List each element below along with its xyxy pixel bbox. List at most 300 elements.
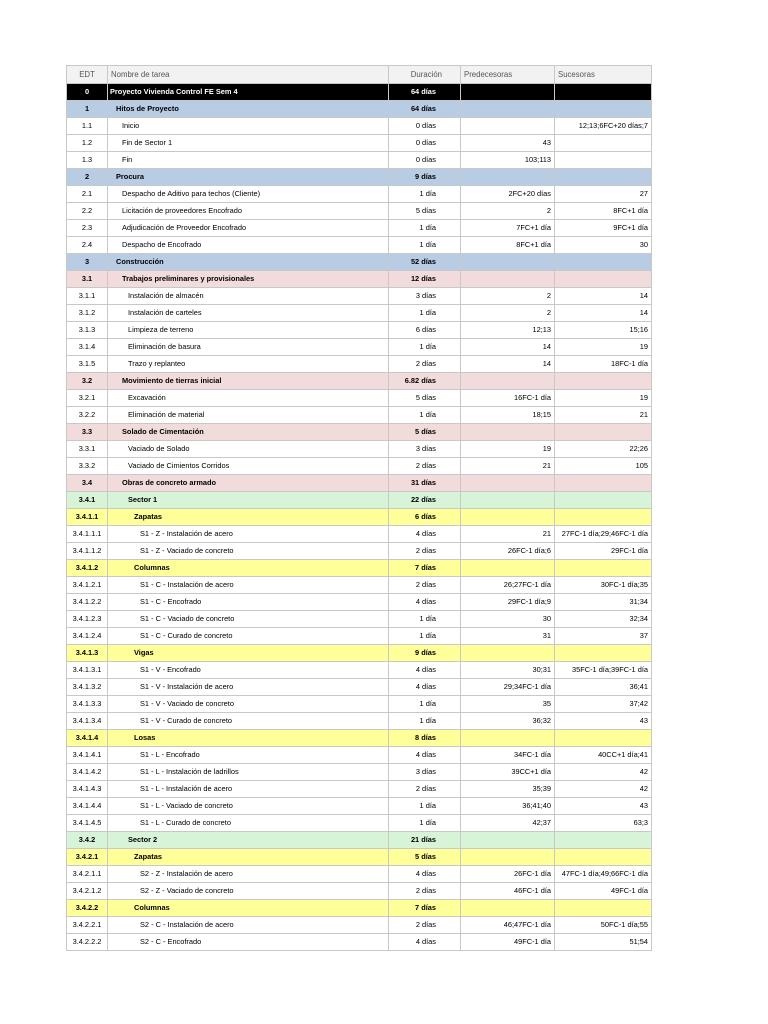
- predecessors-cell[interactable]: 7FC+1 día: [461, 220, 555, 237]
- predecessors-cell[interactable]: 2: [461, 305, 555, 322]
- duration-cell[interactable]: 5 días: [389, 424, 461, 441]
- task-row[interactable]: [67, 152, 652, 169]
- summary-row[interactable]: [67, 424, 652, 441]
- edt-cell[interactable]: 3.4.2.1.1: [67, 866, 108, 883]
- successors-cell[interactable]: 19: [555, 339, 652, 356]
- task-name-cell[interactable]: S1 - C - Instalación de acero: [108, 577, 389, 594]
- duration-cell[interactable]: 64 días: [389, 84, 461, 101]
- edt-cell[interactable]: 0: [67, 84, 108, 101]
- task-name-cell[interactable]: Movimiento de tierras inicial: [108, 373, 389, 390]
- task-row[interactable]: [67, 781, 652, 798]
- task-name-cell[interactable]: Trazo y replanteo: [108, 356, 389, 373]
- successors-cell[interactable]: 42: [555, 764, 652, 781]
- successors-cell[interactable]: [555, 730, 652, 747]
- edt-cell[interactable]: 3.4.1.4.4: [67, 798, 108, 815]
- edt-cell[interactable]: 3.2: [67, 373, 108, 390]
- successors-cell[interactable]: 22;26: [555, 441, 652, 458]
- predecessors-cell[interactable]: 12;13: [461, 322, 555, 339]
- duration-cell[interactable]: 6.82 días: [389, 373, 461, 390]
- task-name-cell[interactable]: S2 - Z - Vaciado de concreto: [108, 883, 389, 900]
- predecessors-cell[interactable]: [461, 475, 555, 492]
- predecessors-cell[interactable]: 2: [461, 288, 555, 305]
- predecessors-cell[interactable]: 36;32: [461, 713, 555, 730]
- duration-cell[interactable]: 1 día: [389, 305, 461, 322]
- predecessors-cell[interactable]: 29FC-1 día;9: [461, 594, 555, 611]
- duration-cell[interactable]: 4 días: [389, 934, 461, 951]
- predecessors-cell[interactable]: 14: [461, 339, 555, 356]
- predecessors-cell[interactable]: 30;31: [461, 662, 555, 679]
- duration-cell[interactable]: 8 días: [389, 730, 461, 747]
- predecessors-cell[interactable]: 34FC-1 día: [461, 747, 555, 764]
- predecessors-cell[interactable]: 103;113: [461, 152, 555, 169]
- duration-cell[interactable]: 3 días: [389, 441, 461, 458]
- task-name-cell[interactable]: S2 - Z - Instalación de acero: [108, 866, 389, 883]
- edt-cell[interactable]: 2.3: [67, 220, 108, 237]
- duration-cell[interactable]: 5 días: [389, 849, 461, 866]
- duration-cell[interactable]: 4 días: [389, 866, 461, 883]
- predecessors-cell[interactable]: 43: [461, 135, 555, 152]
- task-name-cell[interactable]: Eliminación de material: [108, 407, 389, 424]
- edt-cell[interactable]: 3.4.2: [67, 832, 108, 849]
- duration-cell[interactable]: 52 días: [389, 254, 461, 271]
- edt-cell[interactable]: 3.4.2.2.2: [67, 934, 108, 951]
- duration-cell[interactable]: 4 días: [389, 747, 461, 764]
- successors-cell[interactable]: 27: [555, 186, 652, 203]
- predecessors-cell[interactable]: [461, 118, 555, 135]
- task-row[interactable]: [67, 339, 652, 356]
- summary-row[interactable]: [67, 373, 652, 390]
- predecessors-cell[interactable]: [461, 509, 555, 526]
- successors-cell[interactable]: 43: [555, 713, 652, 730]
- duration-cell[interactable]: 2 días: [389, 917, 461, 934]
- predecessors-cell[interactable]: 26FC-1 día: [461, 866, 555, 883]
- duration-cell[interactable]: 3 días: [389, 764, 461, 781]
- edt-cell[interactable]: 3.4.1.4.1: [67, 747, 108, 764]
- edt-cell[interactable]: 3.4.1.1: [67, 509, 108, 526]
- task-row[interactable]: [67, 815, 652, 832]
- task-row[interactable]: [67, 713, 652, 730]
- task-name-cell[interactable]: S1 - V - Curado de concreto: [108, 713, 389, 730]
- summary-row[interactable]: [67, 560, 652, 577]
- task-name-cell[interactable]: Columnas: [108, 900, 389, 917]
- successors-cell[interactable]: [555, 475, 652, 492]
- edt-cell[interactable]: 3.4.1.3.2: [67, 679, 108, 696]
- summary-row[interactable]: [67, 730, 652, 747]
- task-name-cell[interactable]: Sector 1: [108, 492, 389, 509]
- edt-cell[interactable]: 3.1.1: [67, 288, 108, 305]
- edt-cell[interactable]: 1.3: [67, 152, 108, 169]
- edt-cell[interactable]: 3.4.1.1.2: [67, 543, 108, 560]
- duration-cell[interactable]: 7 días: [389, 560, 461, 577]
- summary-row[interactable]: [67, 169, 652, 186]
- summary-row[interactable]: [67, 101, 652, 118]
- edt-cell[interactable]: 3.4.2.1.2: [67, 883, 108, 900]
- predecessors-cell[interactable]: 31: [461, 628, 555, 645]
- task-row[interactable]: [67, 186, 652, 203]
- task-name-cell[interactable]: Vigas: [108, 645, 389, 662]
- task-row[interactable]: [67, 356, 652, 373]
- task-name-cell[interactable]: Licitación de proveedores Encofrado: [108, 203, 389, 220]
- duration-cell[interactable]: 1 día: [389, 611, 461, 628]
- task-row[interactable]: [67, 288, 652, 305]
- summary-row[interactable]: [67, 271, 652, 288]
- task-name-cell[interactable]: S1 - L - Vaciado de concreto: [108, 798, 389, 815]
- duration-cell[interactable]: 1 día: [389, 339, 461, 356]
- task-row[interactable]: [67, 628, 652, 645]
- task-row[interactable]: [67, 679, 652, 696]
- successors-cell[interactable]: 49FC-1 día: [555, 883, 652, 900]
- task-row[interactable]: [67, 611, 652, 628]
- predecessors-cell[interactable]: 39CC+1 día: [461, 764, 555, 781]
- successors-cell[interactable]: 40CC+1 día;41: [555, 747, 652, 764]
- successors-cell[interactable]: [555, 101, 652, 118]
- duration-cell[interactable]: 2 días: [389, 543, 461, 560]
- summary-row[interactable]: [67, 492, 652, 509]
- successors-cell[interactable]: [555, 560, 652, 577]
- successors-cell[interactable]: 8FC+1 día: [555, 203, 652, 220]
- task-name-cell[interactable]: S1 - C - Curado de concreto: [108, 628, 389, 645]
- successors-cell[interactable]: [555, 849, 652, 866]
- edt-cell[interactable]: 3.4.1.3.1: [67, 662, 108, 679]
- task-name-cell[interactable]: S1 - C - Encofrado: [108, 594, 389, 611]
- duration-cell[interactable]: 31 días: [389, 475, 461, 492]
- successors-cell[interactable]: 50FC-1 día;55: [555, 917, 652, 934]
- successors-cell[interactable]: 31;34: [555, 594, 652, 611]
- edt-cell[interactable]: 3.4.2.1: [67, 849, 108, 866]
- successors-cell[interactable]: 21: [555, 407, 652, 424]
- duration-cell[interactable]: 5 días: [389, 390, 461, 407]
- edt-cell[interactable]: 3.4.1.4: [67, 730, 108, 747]
- successors-cell[interactable]: 14: [555, 305, 652, 322]
- successors-cell[interactable]: 35FC-1 día;39FC-1 día: [555, 662, 652, 679]
- duration-cell[interactable]: 21 días: [389, 832, 461, 849]
- predecessors-cell[interactable]: 36;41;40: [461, 798, 555, 815]
- edt-cell[interactable]: 2.4: [67, 237, 108, 254]
- predecessors-cell[interactable]: [461, 169, 555, 186]
- task-row[interactable]: [67, 543, 652, 560]
- edt-cell[interactable]: 3.4.1.2.3: [67, 611, 108, 628]
- duration-cell[interactable]: 9 días: [389, 169, 461, 186]
- task-row[interactable]: [67, 322, 652, 339]
- predecessors-cell[interactable]: 49FC-1 día: [461, 934, 555, 951]
- edt-cell[interactable]: 3.4.1.1.1: [67, 526, 108, 543]
- successors-cell[interactable]: 37;42: [555, 696, 652, 713]
- predecessors-cell[interactable]: 2: [461, 203, 555, 220]
- successors-cell[interactable]: 30FC-1 día;35: [555, 577, 652, 594]
- task-row[interactable]: [67, 594, 652, 611]
- predecessors-cell[interactable]: [461, 900, 555, 917]
- predecessors-cell[interactable]: 46;47FC-1 día: [461, 917, 555, 934]
- predecessors-cell[interactable]: 21: [461, 526, 555, 543]
- edt-cell[interactable]: 3.4.1.2.2: [67, 594, 108, 611]
- task-row[interactable]: [67, 866, 652, 883]
- duration-cell[interactable]: 2 días: [389, 883, 461, 900]
- edt-cell[interactable]: 1.1: [67, 118, 108, 135]
- successors-cell[interactable]: 43: [555, 798, 652, 815]
- task-row[interactable]: [67, 305, 652, 322]
- successors-cell[interactable]: 19: [555, 390, 652, 407]
- duration-cell[interactable]: 0 días: [389, 152, 461, 169]
- task-row[interactable]: [67, 203, 652, 220]
- task-name-cell[interactable]: Adjudicación de Proveedor Encofrado: [108, 220, 389, 237]
- successors-cell[interactable]: [555, 152, 652, 169]
- task-name-cell[interactable]: Limpieza de terreno: [108, 322, 389, 339]
- task-name-cell[interactable]: Instalación de carteles: [108, 305, 389, 322]
- task-row[interactable]: [67, 798, 652, 815]
- duration-cell[interactable]: 0 días: [389, 135, 461, 152]
- task-name-cell[interactable]: Vaciado de Solado: [108, 441, 389, 458]
- duration-cell[interactable]: 1 día: [389, 713, 461, 730]
- edt-cell[interactable]: 3.3.1: [67, 441, 108, 458]
- duration-cell[interactable]: 2 días: [389, 356, 461, 373]
- summary-row[interactable]: [67, 84, 652, 101]
- edt-cell[interactable]: 3.4.1.3: [67, 645, 108, 662]
- task-name-cell[interactable]: Zapatas: [108, 849, 389, 866]
- duration-cell[interactable]: 22 días: [389, 492, 461, 509]
- task-row[interactable]: [67, 883, 652, 900]
- predecessors-cell[interactable]: [461, 730, 555, 747]
- task-row[interactable]: [67, 764, 652, 781]
- predecessors-cell[interactable]: 35;39: [461, 781, 555, 798]
- task-name-cell[interactable]: Losas: [108, 730, 389, 747]
- task-row[interactable]: [67, 458, 652, 475]
- predecessors-cell[interactable]: 46FC-1 día: [461, 883, 555, 900]
- edt-cell[interactable]: 3.4.1.3.3: [67, 696, 108, 713]
- predecessors-cell[interactable]: [461, 373, 555, 390]
- edt-cell[interactable]: 3.4.1.2.4: [67, 628, 108, 645]
- column-header-duration[interactable]: Duración: [389, 66, 461, 84]
- summary-row[interactable]: [67, 475, 652, 492]
- successors-cell[interactable]: [555, 254, 652, 271]
- successors-cell[interactable]: 12;13;6FC+20 días;7: [555, 118, 652, 135]
- edt-cell[interactable]: 3.4.1.2: [67, 560, 108, 577]
- predecessors-cell[interactable]: 19: [461, 441, 555, 458]
- edt-cell[interactable]: 3.2.2: [67, 407, 108, 424]
- edt-cell[interactable]: 3.4.1.4.3: [67, 781, 108, 798]
- edt-cell[interactable]: 1.2: [67, 135, 108, 152]
- predecessors-cell[interactable]: [461, 645, 555, 662]
- edt-cell[interactable]: 1: [67, 101, 108, 118]
- successors-cell[interactable]: [555, 492, 652, 509]
- task-row[interactable]: [67, 934, 652, 951]
- duration-cell[interactable]: 1 día: [389, 798, 461, 815]
- task-name-cell[interactable]: Vaciado de Cimientos Corridos: [108, 458, 389, 475]
- duration-cell[interactable]: 4 días: [389, 526, 461, 543]
- task-name-cell[interactable]: Trabajos preliminares y provisionales: [108, 271, 389, 288]
- duration-cell[interactable]: 4 días: [389, 679, 461, 696]
- task-name-cell[interactable]: Fin: [108, 152, 389, 169]
- task-name-cell[interactable]: S1 - V - Vaciado de concreto: [108, 696, 389, 713]
- task-row[interactable]: [67, 237, 652, 254]
- duration-cell[interactable]: 6 días: [389, 322, 461, 339]
- task-name-cell[interactable]: Solado de Cimentación: [108, 424, 389, 441]
- task-name-cell[interactable]: Construcción: [108, 254, 389, 271]
- task-row[interactable]: [67, 747, 652, 764]
- edt-cell[interactable]: 3: [67, 254, 108, 271]
- task-name-cell[interactable]: Proyecto Vivienda Control FE Sem 4: [108, 84, 389, 101]
- successors-cell[interactable]: [555, 832, 652, 849]
- task-name-cell[interactable]: S1 - V - Instalación de acero: [108, 679, 389, 696]
- task-row[interactable]: [67, 220, 652, 237]
- successors-cell[interactable]: 36;41: [555, 679, 652, 696]
- task-row[interactable]: [67, 917, 652, 934]
- task-name-cell[interactable]: Eliminación de basura: [108, 339, 389, 356]
- task-name-cell[interactable]: Despacho de Encofrado: [108, 237, 389, 254]
- duration-cell[interactable]: 2 días: [389, 458, 461, 475]
- task-name-cell[interactable]: S1 - V - Encofrado: [108, 662, 389, 679]
- edt-cell[interactable]: 3.4.1.2.1: [67, 577, 108, 594]
- edt-cell[interactable]: 3.4.1.3.4: [67, 713, 108, 730]
- column-header-name[interactable]: Nombre de tarea: [108, 66, 389, 84]
- successors-cell[interactable]: [555, 645, 652, 662]
- predecessors-cell[interactable]: 30: [461, 611, 555, 628]
- edt-cell[interactable]: 3.4.1.4.5: [67, 815, 108, 832]
- duration-cell[interactable]: 1 día: [389, 237, 461, 254]
- task-name-cell[interactable]: Despacho de Aditivo para techos (Cliente): [108, 186, 389, 203]
- edt-cell[interactable]: 3.4.1: [67, 492, 108, 509]
- task-name-cell[interactable]: S1 - C - Vaciado de concreto: [108, 611, 389, 628]
- predecessors-cell[interactable]: 18;15: [461, 407, 555, 424]
- predecessors-cell[interactable]: 8FC+1 día: [461, 237, 555, 254]
- predecessors-cell[interactable]: [461, 849, 555, 866]
- successors-cell[interactable]: 15;16: [555, 322, 652, 339]
- task-row[interactable]: [67, 390, 652, 407]
- duration-cell[interactable]: 5 días: [389, 203, 461, 220]
- duration-cell[interactable]: 1 día: [389, 696, 461, 713]
- summary-row[interactable]: [67, 254, 652, 271]
- predecessors-cell[interactable]: [461, 832, 555, 849]
- duration-cell[interactable]: 1 día: [389, 815, 461, 832]
- successors-cell[interactable]: 27FC-1 día;29;46FC-1 día: [555, 526, 652, 543]
- summary-row[interactable]: [67, 832, 652, 849]
- successors-cell[interactable]: 47FC-1 día;49;66FC-1 día: [555, 866, 652, 883]
- task-row[interactable]: [67, 118, 652, 135]
- successors-cell[interactable]: 37: [555, 628, 652, 645]
- predecessors-cell[interactable]: 16FC-1 día: [461, 390, 555, 407]
- task-name-cell[interactable]: S1 - L - Instalación de acero: [108, 781, 389, 798]
- predecessors-cell[interactable]: [461, 560, 555, 577]
- successors-cell[interactable]: [555, 373, 652, 390]
- edt-cell[interactable]: 3.2.1: [67, 390, 108, 407]
- column-header-successors[interactable]: Sucesoras: [555, 66, 652, 84]
- duration-cell[interactable]: 4 días: [389, 594, 461, 611]
- predecessors-cell[interactable]: [461, 254, 555, 271]
- predecessors-cell[interactable]: 21: [461, 458, 555, 475]
- successors-cell[interactable]: 29FC-1 día: [555, 543, 652, 560]
- successors-cell[interactable]: 9FC+1 día: [555, 220, 652, 237]
- summary-row[interactable]: [67, 900, 652, 917]
- edt-cell[interactable]: 2.2: [67, 203, 108, 220]
- successors-cell[interactable]: 14: [555, 288, 652, 305]
- duration-cell[interactable]: 1 día: [389, 407, 461, 424]
- edt-cell[interactable]: 3.1.2: [67, 305, 108, 322]
- successors-cell[interactable]: [555, 271, 652, 288]
- predecessors-cell[interactable]: [461, 84, 555, 101]
- task-name-cell[interactable]: Hitos de Proyecto: [108, 101, 389, 118]
- task-row[interactable]: [67, 441, 652, 458]
- predecessors-cell[interactable]: [461, 271, 555, 288]
- duration-cell[interactable]: 9 días: [389, 645, 461, 662]
- task-name-cell[interactable]: S1 - Z - Vaciado de concreto: [108, 543, 389, 560]
- task-name-cell[interactable]: S1 - Z - Instalación de acero: [108, 526, 389, 543]
- edt-cell[interactable]: 3.3.2: [67, 458, 108, 475]
- successors-cell[interactable]: [555, 424, 652, 441]
- duration-cell[interactable]: 1 día: [389, 628, 461, 645]
- duration-cell[interactable]: 64 días: [389, 101, 461, 118]
- predecessors-cell[interactable]: [461, 101, 555, 118]
- duration-cell[interactable]: 1 día: [389, 220, 461, 237]
- duration-cell[interactable]: 2 días: [389, 781, 461, 798]
- predecessors-cell[interactable]: 2FC+20 días: [461, 186, 555, 203]
- edt-cell[interactable]: 3.1.4: [67, 339, 108, 356]
- task-row[interactable]: [67, 662, 652, 679]
- successors-cell[interactable]: 51;54: [555, 934, 652, 951]
- edt-cell[interactable]: 2.1: [67, 186, 108, 203]
- task-name-cell[interactable]: S1 - L - Instalación de ladrillos: [108, 764, 389, 781]
- task-name-cell[interactable]: S1 - L - Curado de concreto: [108, 815, 389, 832]
- successors-cell[interactable]: [555, 169, 652, 186]
- successors-cell[interactable]: [555, 900, 652, 917]
- successors-cell[interactable]: 30: [555, 237, 652, 254]
- task-row[interactable]: [67, 577, 652, 594]
- column-header-edt[interactable]: EDT: [67, 66, 108, 84]
- predecessors-cell[interactable]: 42;37: [461, 815, 555, 832]
- edt-cell[interactable]: 3.4: [67, 475, 108, 492]
- predecessors-cell[interactable]: 29;34FC-1 día: [461, 679, 555, 696]
- summary-row[interactable]: [67, 645, 652, 662]
- duration-cell[interactable]: 2 días: [389, 577, 461, 594]
- task-name-cell[interactable]: Inicio: [108, 118, 389, 135]
- duration-cell[interactable]: 12 días: [389, 271, 461, 288]
- summary-row[interactable]: [67, 849, 652, 866]
- edt-cell[interactable]: 3.1.3: [67, 322, 108, 339]
- successors-cell[interactable]: 63;3: [555, 815, 652, 832]
- task-name-cell[interactable]: S2 - C - Instalación de acero: [108, 917, 389, 934]
- task-name-cell[interactable]: Zapatas: [108, 509, 389, 526]
- successors-cell[interactable]: [555, 509, 652, 526]
- predecessors-cell[interactable]: [461, 492, 555, 509]
- duration-cell[interactable]: 7 días: [389, 900, 461, 917]
- duration-cell[interactable]: 1 día: [389, 186, 461, 203]
- edt-cell[interactable]: 2: [67, 169, 108, 186]
- successors-cell[interactable]: 42: [555, 781, 652, 798]
- duration-cell[interactable]: 4 días: [389, 662, 461, 679]
- predecessors-cell[interactable]: [461, 424, 555, 441]
- duration-cell[interactable]: 6 días: [389, 509, 461, 526]
- task-name-cell[interactable]: Excavación: [108, 390, 389, 407]
- edt-cell[interactable]: 3.1: [67, 271, 108, 288]
- task-name-cell[interactable]: S1 - L - Encofrado: [108, 747, 389, 764]
- successors-cell[interactable]: [555, 135, 652, 152]
- task-name-cell[interactable]: Fin de Sector 1: [108, 135, 389, 152]
- task-row[interactable]: [67, 407, 652, 424]
- duration-cell[interactable]: 3 días: [389, 288, 461, 305]
- task-name-cell[interactable]: Procura: [108, 169, 389, 186]
- task-name-cell[interactable]: Columnas: [108, 560, 389, 577]
- predecessors-cell[interactable]: 14: [461, 356, 555, 373]
- summary-row[interactable]: [67, 509, 652, 526]
- task-row[interactable]: [67, 526, 652, 543]
- task-name-cell[interactable]: Instalación de almacén: [108, 288, 389, 305]
- edt-cell[interactable]: 3.3: [67, 424, 108, 441]
- task-row[interactable]: [67, 696, 652, 713]
- successors-cell[interactable]: 18FC-1 día: [555, 356, 652, 373]
- task-row[interactable]: [67, 135, 652, 152]
- predecessors-cell[interactable]: 35: [461, 696, 555, 713]
- successors-cell[interactable]: 105: [555, 458, 652, 475]
- edt-cell[interactable]: 3.4.2.2.1: [67, 917, 108, 934]
- task-name-cell[interactable]: Obras de concreto armado: [108, 475, 389, 492]
